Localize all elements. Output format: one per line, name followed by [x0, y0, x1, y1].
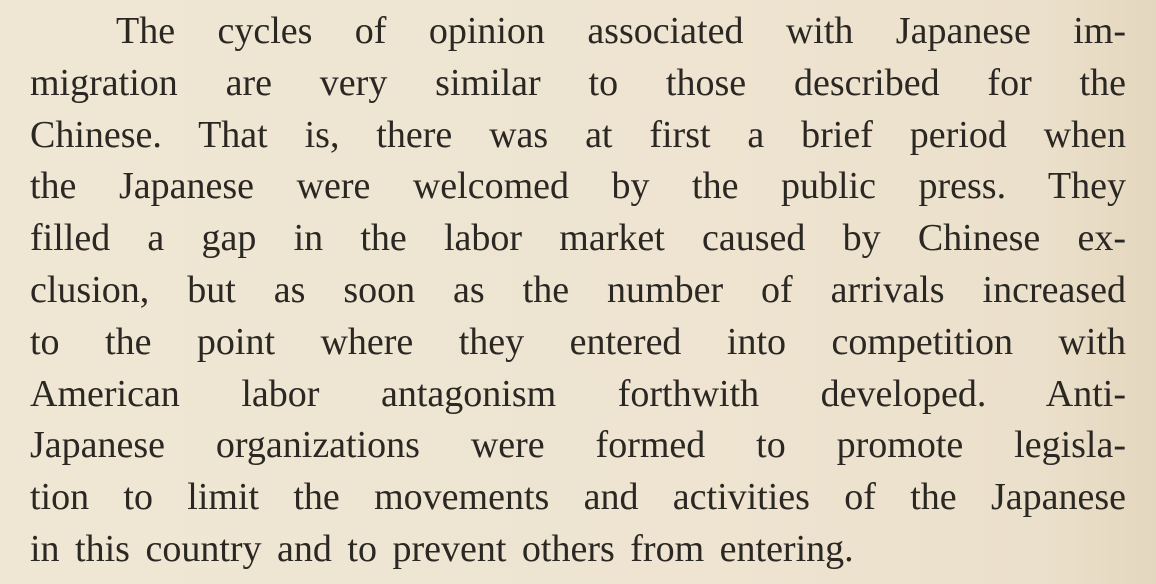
text-line: tion to limit the movements and activities of the Japanese	[30, 476, 1126, 519]
text-line: migration are very similar to those described for the	[30, 61, 1126, 104]
text-line: filled a gap in the labor market caused by Chinese ex-	[30, 217, 1126, 260]
text-line: American labor antagonism forthwith developed. Anti-	[30, 372, 1126, 415]
text-line: the Japanese were welcomed by the public press. They	[30, 165, 1126, 208]
text-line: to the point where they entered into competition with	[30, 320, 1126, 363]
text-line: The cycles of opinion associated with Japanese im-	[116, 10, 1126, 52]
text-line: clusion, but as soon as the number of arrivals increased	[30, 268, 1126, 311]
text-line: Chinese. That is, there was at first a brief period when	[30, 113, 1126, 156]
body-paragraph	[30, 6, 1126, 576]
text-line: in this country and to prevent others from entering.	[30, 527, 854, 570]
text-line: Japanese organizations were formed to promote legisla-	[30, 424, 1126, 467]
